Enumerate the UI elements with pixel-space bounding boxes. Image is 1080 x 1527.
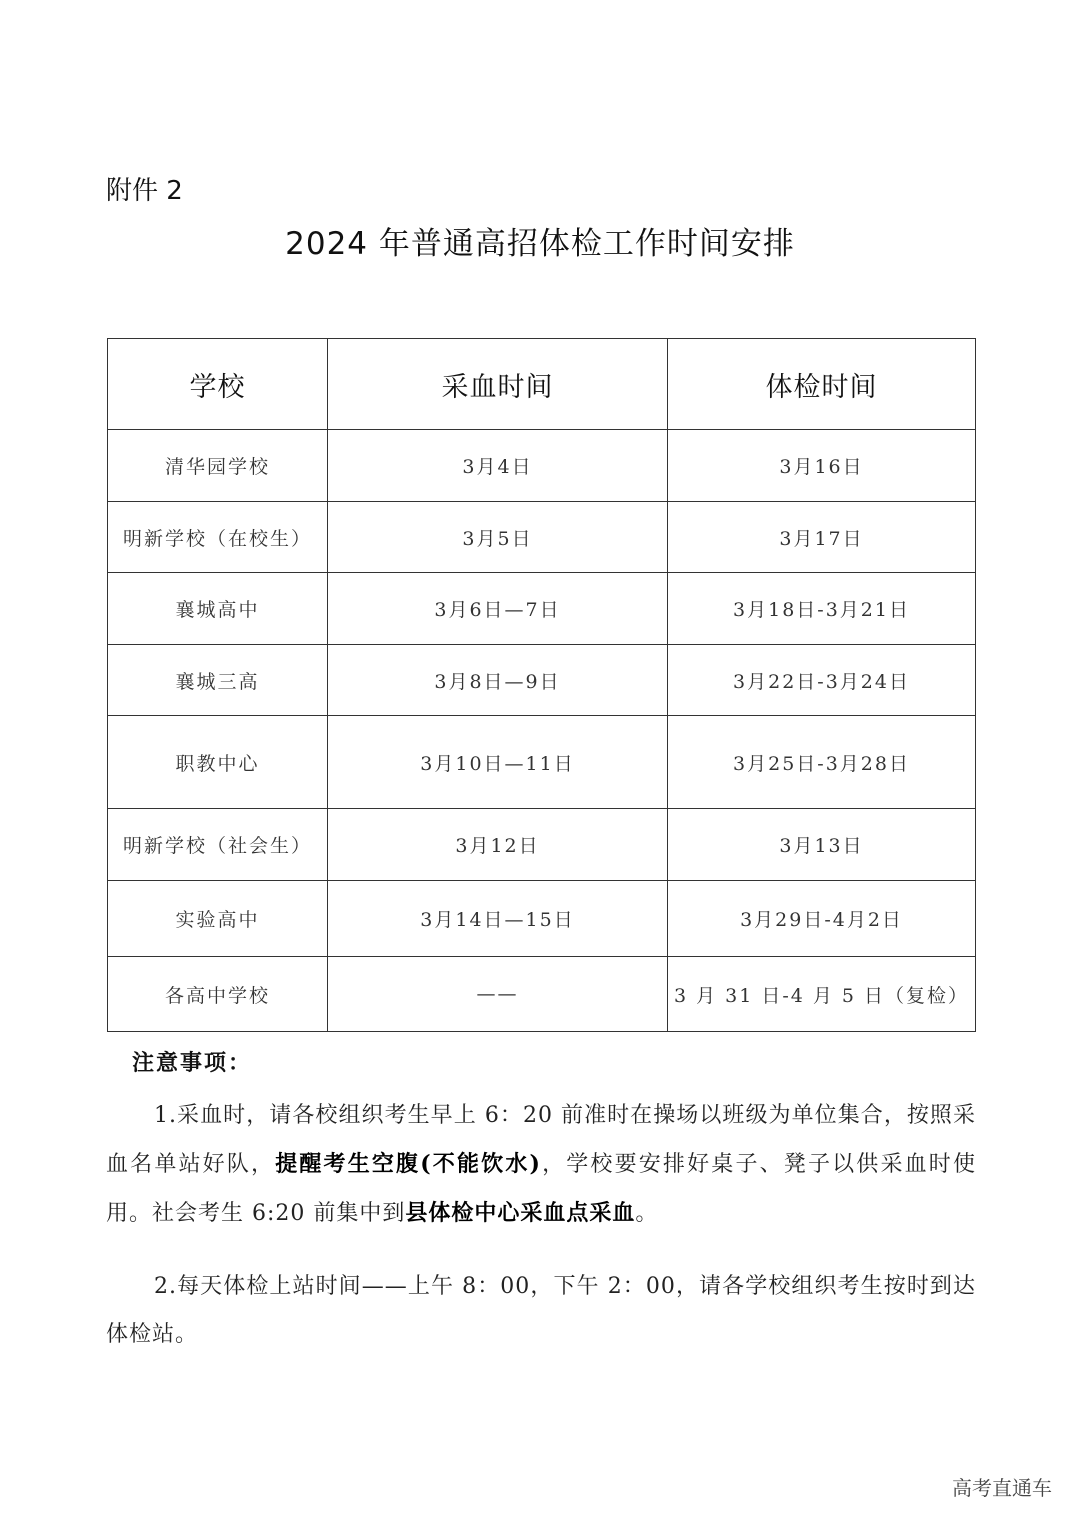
table-row <box>108 645 976 716</box>
cell-school: 襄城三高 <box>108 645 328 716</box>
cell-school: 职教中心 <box>108 716 328 809</box>
cell-exam-time: 3月17日 <box>668 502 976 573</box>
cell-exam-time: 3月29日-4月2日 <box>668 881 976 957</box>
cell-exam-time: 3月22日-3月24日 <box>668 645 976 716</box>
cell-school: 实验高中 <box>108 881 328 957</box>
cell-school: 各高中学校 <box>108 957 328 1032</box>
header-school: 学校 <box>108 339 328 430</box>
table-row <box>108 573 976 645</box>
cell-exam-time: 3月25日-3月28日 <box>668 716 976 809</box>
table-row <box>108 430 976 502</box>
cell-school: 明新学校（在校生） <box>108 502 328 573</box>
cell-exam-time: 3月16日 <box>668 430 976 502</box>
table-row <box>108 716 976 809</box>
cell-blood-draw-time: 3月6日—7日 <box>328 573 668 645</box>
cell-blood-draw-time: 3月4日 <box>328 430 668 502</box>
cell-exam-time: 3月18日-3月21日 <box>668 573 976 645</box>
cell-blood-draw-time: 3月10日—11日 <box>328 716 668 809</box>
note-1-emphasis-location: 县体检中心采血点采血 <box>405 1200 636 1226</box>
cell-exam-time: 3月13日 <box>668 809 976 881</box>
note-paragraph-2: 2.每天体检上站时间——上午 8：00，下午 2：00，请各学校组织考生按时到达体检站。 <box>106 1274 976 1347</box>
table-header-row <box>108 339 976 430</box>
attachment-label: 附件 2 <box>106 176 183 206</box>
note-paragraph-1 <box>106 1092 976 1238</box>
cell-blood-draw-time: 3月12日 <box>328 809 668 881</box>
schedule-table <box>107 338 976 1032</box>
cell-blood-draw-time: —— <box>328 957 668 1032</box>
cell-blood-draw-time: 3月14日—15日 <box>328 881 668 957</box>
note-1-emphasis-fasting: 提醒考生空腹(不能饮水) <box>275 1151 541 1177</box>
cell-school: 清华园学校 <box>108 430 328 502</box>
note-1-text-a: 1.采血时，请各校组织考生早上 6：20 前准时在操场以班级为单位集合，按照采血名单站好队， <box>106 1103 976 1177</box>
page-title: 2024 年普通高招体检工作时间安排 <box>285 226 795 262</box>
source-watermark: 高考直通车 <box>952 1476 1052 1500</box>
cell-blood-draw-time: 3月5日 <box>328 502 668 573</box>
table-row <box>108 502 976 573</box>
header-blood-draw-time: 采血时间 <box>328 339 668 430</box>
notes-heading: 注意事项： <box>132 1050 253 1076</box>
table-row <box>108 881 976 957</box>
cell-exam-time: 3 月 31 日-4 月 5 日（复检） <box>668 957 976 1032</box>
table-row <box>108 957 976 1032</box>
cell-blood-draw-time: 3月8日—9日 <box>328 645 668 716</box>
note-1-text-b: ，学校要安排好桌子、凳子以供采血时使用。社会考生 6:20 前集中到 <box>106 1152 976 1226</box>
header-exam-time: 体检时间 <box>668 339 976 430</box>
table-row <box>108 809 976 881</box>
note-1-text-c: 。 <box>635 1201 659 1226</box>
cell-school: 襄城高中 <box>108 573 328 645</box>
cell-school: 明新学校（社会生） <box>108 809 328 881</box>
